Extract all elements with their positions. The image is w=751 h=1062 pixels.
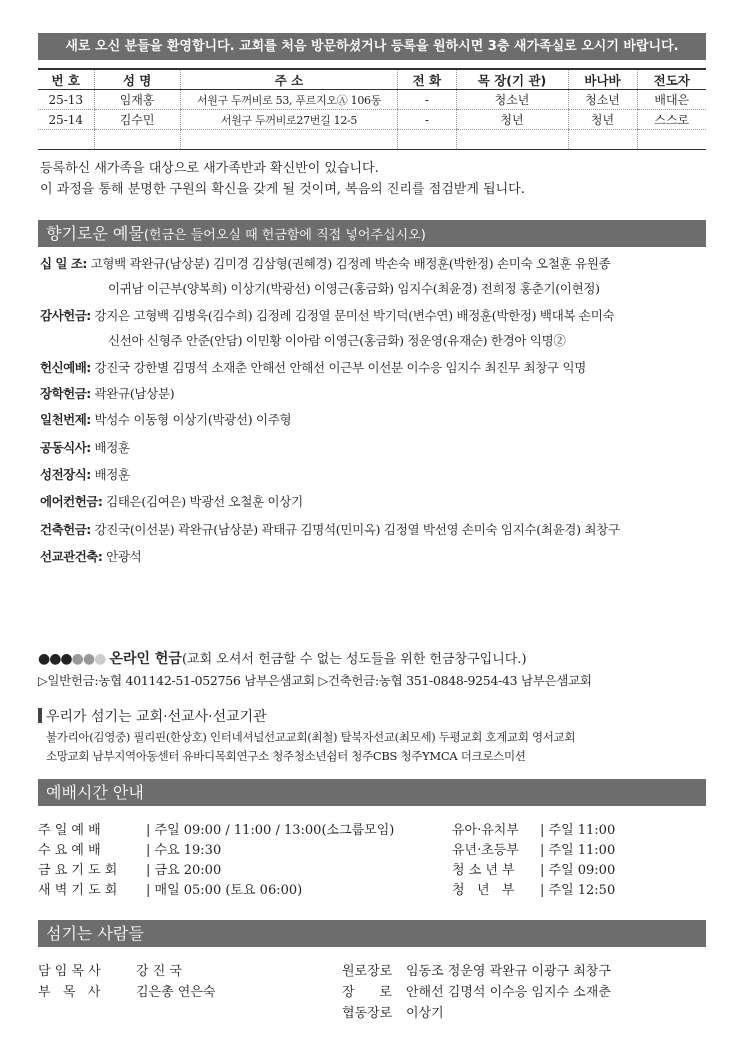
- cell-group: 청소년: [456, 90, 568, 110]
- dedication-label: 헌신예배:: [40, 360, 91, 375]
- offerings-title: 향기로운 예물: [46, 224, 144, 243]
- schedule-title: 예배시간 안내: [46, 783, 144, 802]
- ilcheon-label: 일천번제:: [40, 412, 91, 427]
- registration-table: [38, 68, 706, 150]
- tithe-names: 고형백 곽완규(남상분) 김미경 김삼형(권혜경) 김정례 박손숙 배정훈(박한정) 손미숙 오철훈 유원종: [90, 256, 611, 271]
- offerings-header: [38, 220, 706, 247]
- building-label: 건축헌금:: [40, 522, 91, 537]
- online-title: 온라인 헌금: [109, 651, 182, 667]
- dots-icon: ●●●●●●: [38, 651, 106, 667]
- thanks-label: 감사헌금:: [40, 308, 91, 323]
- table-row-empty: [38, 130, 706, 150]
- mission-build-label: 선교관건축:: [40, 549, 103, 564]
- dedication-names: 강진국 강한별 김명석 소재춘 안해선 안해선 이근부 이선분 이수응 임지수 최진무 최창구 익명: [94, 360, 587, 375]
- cell-address: 서원구 두꺼비로 53, 푸르지오Ⓐ 106동: [180, 90, 398, 110]
- schedule-item: 새 벽 기 도 회 | 매일 05:00 (토요 06:00): [38, 883, 303, 898]
- staff-elder-emeritus: 원로장로 임동조 정운영 곽완규 이광구 최창구: [342, 964, 611, 979]
- cell-name: 김수민: [94, 110, 180, 130]
- tithe-label: 십 일 조:: [40, 256, 87, 271]
- staff-senior-pastor: 담 임 목 사 강 진 국: [38, 964, 182, 979]
- welcome-banner: 새로 오신 분들을 환영합니다. 교회를 처음 방문하셨거나 등록을 원하시면 3층 새가족실로 오시기 바랍니다.: [38, 33, 706, 60]
- mission-line-2: 소망교회 남부지역아동센터 유바디목회연구소 청주청소년쉼터 청주CBS 청주YMCA 더크로스미션: [46, 749, 526, 763]
- building-names: 강진국(이선분) 곽완규(남상분) 곽태규 김명석(민미옥) 김정열 박선영 손미숙 임지수(최윤경) 최창구: [94, 522, 620, 537]
- online-offering-title: [38, 648, 527, 668]
- cell-group: 청년: [456, 110, 568, 130]
- online-accounts: ▷일반헌금:농협 401142-51-052756 남부은샘교회 ▷건축헌금:농협 351-0848-9254-43 남부은샘교회: [38, 673, 592, 688]
- schedule-header: [38, 779, 706, 806]
- staff-associate-pastor: 부 목 사 김은총 연은숙: [38, 985, 216, 1000]
- building-row: [40, 520, 620, 538]
- schedule-item: 유년·초등부 | 주일 11:00: [452, 843, 616, 858]
- meal-row: [40, 438, 130, 456]
- table-row: [38, 110, 706, 130]
- thanks-names: 강지은 고형백 김병욱(김수희) 김정례 김정열 문미선 박기덕(변수연) 배정훈(박한정) 백대복 손미숙: [94, 308, 615, 323]
- scholarship-row: [40, 384, 174, 402]
- online-desc: (교회 오셔서 헌금할 수 없는 성도들을 위한 헌금창구입니다.): [181, 652, 527, 667]
- thanks-names-cont: 신선아 신형주 안준(안담) 이민황 이아람 이영근(홍금화) 정운영(유재순) 한경아 익명②: [108, 333, 566, 348]
- cell-phone: -: [398, 90, 456, 110]
- schedule-item: 수 요 예 배 | 수요 19:30: [38, 843, 222, 858]
- col-header-barnabas: 바나바: [568, 69, 637, 90]
- decor-names: 배정훈: [94, 467, 130, 482]
- col-header-name: 성 명: [94, 69, 180, 90]
- thanks-row: [40, 306, 614, 324]
- aircon-names: 김태은(김여은) 박광선 오철훈 이상기: [106, 494, 303, 509]
- offerings-subtitle: (헌금은 들어오실 때 헌금함에 직접 넣어주십시오): [143, 228, 426, 243]
- cell-barnabas: 청년: [568, 110, 637, 130]
- tithe-names-cont: 이귀남 이근부(양복희) 이상기(박광선) 이영근(홍금화) 임지수(최윤경) 전희정 홍춘기(이현정): [108, 281, 600, 296]
- cell-number: 25-14: [38, 110, 94, 130]
- decor-label: 성전장식:: [40, 467, 91, 482]
- meal-names: 배정훈: [94, 440, 130, 455]
- schedule-item: 청 소 년 부 | 주일 09:00: [452, 863, 616, 878]
- mission-build-row: [40, 547, 141, 565]
- mission-title: 우리가 섬기는 교회·선교사·선교기관: [46, 709, 267, 725]
- tithe-row: [40, 254, 610, 272]
- scholarship-names: 곽완규(남상분): [94, 386, 175, 401]
- staff-header: [38, 920, 706, 947]
- cell-address: 서원구 두꺼비로27번길 12-5: [180, 110, 398, 130]
- cell-number: 25-13: [38, 90, 94, 110]
- staff-title: 섬기는 사람들: [46, 924, 144, 943]
- mission-build-names: 안광석: [106, 549, 142, 564]
- cell-phone: -: [398, 110, 456, 130]
- scholarship-label: 장학헌금:: [40, 386, 91, 401]
- registration-note-1: 등록하신 새가족을 대상으로 새가족반과 확신반이 있습니다.: [40, 161, 379, 176]
- mission-bar-icon: [38, 708, 42, 723]
- cell-evangelist: 배대은: [637, 90, 706, 110]
- col-header-number: 번 호: [38, 69, 94, 90]
- decor-row: [40, 465, 130, 483]
- ilcheon-row: [40, 410, 291, 428]
- ilcheon-names: 박성수 이동형 이상기(박광선) 이주형: [94, 412, 292, 427]
- cell-barnabas: 청소년: [568, 90, 637, 110]
- cell-name: 임재홍: [94, 90, 180, 110]
- col-header-phone: 전 화: [398, 69, 456, 90]
- col-header-evangelist: 전도자: [637, 69, 706, 90]
- schedule-item: 유아·유치부 | 주일 11:00: [452, 823, 616, 838]
- cell-evangelist: 스스로: [637, 110, 706, 130]
- dedication-row: [40, 358, 586, 376]
- table-row: [38, 90, 706, 110]
- aircon-label: 에어컨헌금:: [40, 494, 103, 509]
- staff-elders: 장 로 안해선 김명석 이수응 임지수 소재춘: [342, 985, 611, 1000]
- staff-coop-elder: 협동장로 이상기: [342, 1006, 444, 1021]
- mission-line-1: 불가리아(김영중) 필리핀(한상호) 인터네셔널선교교회(최철) 탈북자선교(최모세) 두평교회 호계교회 영서교회: [46, 730, 576, 744]
- col-header-group: 목 장(기 관): [456, 69, 568, 90]
- meal-label: 공동식사:: [40, 440, 91, 455]
- registration-header-row: [38, 69, 706, 90]
- schedule-item: 청 년 부 | 주일 12:50: [452, 883, 616, 898]
- schedule-item: 금 요 기 도 회 | 금요 20:00: [38, 863, 222, 878]
- registration-note-2: 이 과정을 통해 분명한 구원의 확신을 갖게 될 것이며, 복음의 진리를 점검받게 됩니다.: [40, 182, 525, 197]
- schedule-item: 주 일 예 배 | 주일 09:00 / 11:00 / 13:00(소그룹모임): [38, 823, 395, 838]
- aircon-row: [40, 492, 303, 510]
- col-header-address: 주 소: [180, 69, 398, 90]
- mission-header: [38, 706, 267, 726]
